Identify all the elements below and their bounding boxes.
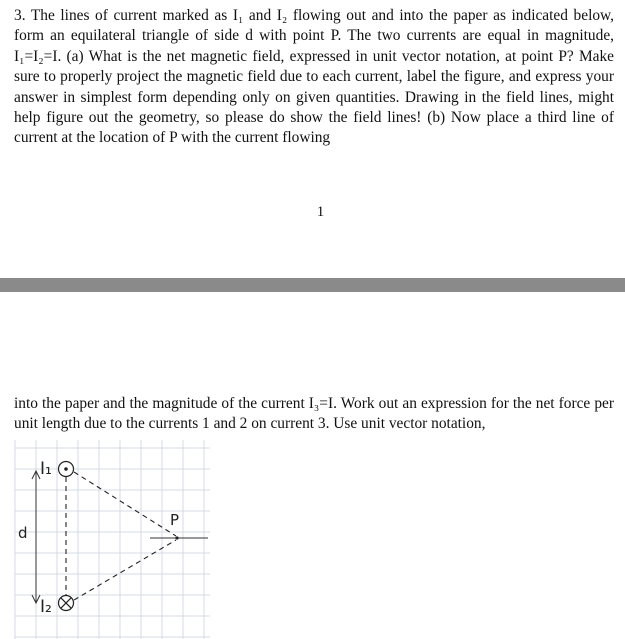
dimension-arrow-d xyxy=(32,471,40,603)
triangle-figure xyxy=(0,440,625,639)
label-d: d xyxy=(18,524,28,542)
current-i2-into-page-symbol xyxy=(59,596,74,611)
label-i1: I₁ xyxy=(40,459,52,479)
page-divider xyxy=(0,278,625,292)
side-i1-p xyxy=(74,472,176,536)
page-number: 1 xyxy=(316,204,325,220)
label-p: P xyxy=(170,511,180,529)
problem-text-part1: 3. The lines of current marked as I₁ and I₂ flowing out and into the paper as indicated below, form an equilateral triangle of side d with point P. The two currents are equal in magnitude, I₁=I₂=I. (a) What is the net magnetic field, expressed in unit vector notation, at point P? Make sure to properly project the magnetic field due to each current, label the figure, and express your answer in simplest form depending only on given quantities. Drawing in the field lines, might help figure out the geometry, so please do show the field lines! (b) Now place a third line of current at the location of P with the current flowing xyxy=(14,7,614,147)
side-i2-p xyxy=(74,540,176,600)
label-i2: I₂ xyxy=(40,597,52,617)
point-p-marker xyxy=(175,536,178,539)
current-i1-out-of-page-symbol xyxy=(59,462,74,477)
problem-text-part2: into the paper and the magnitude of the current I₃=I. Work out an expression for the net force per unit length due to the currents 1 and 2 on current 3. Use unit vector notation, xyxy=(14,395,614,433)
